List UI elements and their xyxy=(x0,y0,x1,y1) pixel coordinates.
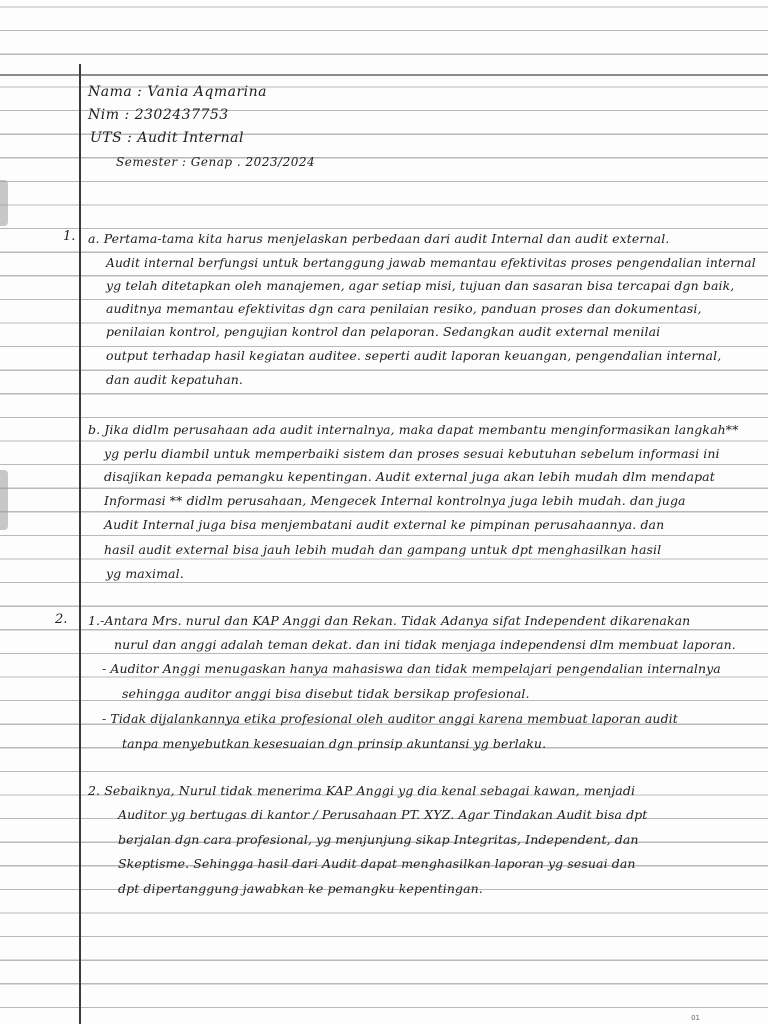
q2p1-line: - Tidak dijalankannya etika profesional oleh auditor anggi karena membuat laporan audit xyxy=(102,711,678,726)
q1a-line: output terhadap hasil kegiatan auditee. seperti audit laporan keuangan, pengendalian internal, xyxy=(106,348,722,363)
q2p1-line: - Auditor Anggi menugaskan hanya mahasiswa dan tidak mempelajari pengendalian internalnya xyxy=(102,661,721,676)
q2p1-line: sehingga auditor anggi bisa disebut tidak bersikap profesional. xyxy=(122,686,530,701)
q1a-line: auditnya memantau efektivitas dgn cara penilaian resiko, panduan proses dan dokumentasi, xyxy=(106,301,702,316)
question-number-1: 1. xyxy=(63,229,76,244)
q1b-line: b. Jika didlm perusahaan ada audit internalnya, maka dapat membantu menginformasikan langkah** xyxy=(88,422,739,437)
q1b-line: yg maximal. xyxy=(106,566,184,581)
header-semester: Semester : Genap . 2023/2024 xyxy=(116,155,316,169)
q1b-line: yg perlu diambil untuk memperbaiki sistem dan proses sesuai kebutuhan sebelum informasi ini xyxy=(104,446,720,461)
q1b-line: Informasi ** didlm perusahaan, Mengecek Internal kontrolnya juga lebih mudah. dan juga xyxy=(104,493,686,508)
q1b-line: disajikan kepada pemangku kepentingan. Audit external juga akan lebih mudah dlm mendapat xyxy=(104,469,715,484)
q2p2-line: berjalan dgn cara profesional, yg menjunjung sikap Integritas, Independent, dan xyxy=(118,832,639,847)
top-rule xyxy=(0,74,768,76)
q1b-line: hasil audit external bisa jauh lebih mudah dan gampang untuk dpt menghasilkan hasil xyxy=(104,542,662,557)
page-mark: 01 xyxy=(691,1014,700,1022)
q2p2-line: dpt dipertanggung jawabkan ke pemangku kepentingan. xyxy=(118,881,483,896)
q2p1-line: tanpa menyebutkan kesesuaian dgn prinsip akuntansi yg berlaku. xyxy=(122,736,547,751)
q2p1-line: 1.-Antara Mrs. nurul dan KAP Anggi dan Rekan. Tidak Adanya sifat Independent dikarenakan xyxy=(88,613,691,628)
binder-hole-mark xyxy=(0,470,8,530)
binder-hole-mark xyxy=(0,180,8,226)
q1a-line: Audit internal berfungsi untuk bertanggung jawab memantau efektivitas proses pengendalian internal xyxy=(106,255,756,270)
header-uts: UTS : Audit Internal xyxy=(90,130,244,146)
header-nim: Nim : 2302437753 xyxy=(88,107,229,123)
q2p2-line: Auditor yg bertugas di kantor / Perusahaan PT. XYZ. Agar Tindakan Audit bisa dpt xyxy=(118,807,648,822)
q1a-line: yg telah ditetapkan oleh manajemen, agar setiap misi, tujuan dan sasaran bisa tercapai dgn baik, xyxy=(106,278,735,293)
margin-line xyxy=(79,64,81,1024)
q1a-line: a. Pertama-tama kita harus menjelaskan perbedaan dari audit Internal dan audit external. xyxy=(88,231,670,246)
q1a-line: dan audit kepatuhan. xyxy=(106,372,244,387)
q2p1-line: nurul dan anggi adalah teman dekat. dan ini tidak menjaga independensi dlm membuat laporan. xyxy=(114,637,736,652)
header-nama: Nama : Vania Aqmarina xyxy=(88,84,268,100)
question-number-2: 2. xyxy=(55,612,68,627)
q1a-line: penilaian kontrol, pengujian kontrol dan pelaporan. Sedangkan audit external menilai xyxy=(106,324,661,339)
q2p2-line: 2. Sebaiknya, Nurul tidak menerima KAP Anggi yg dia kenal sebagai kawan, menjadi xyxy=(88,783,636,798)
q1b-line: Audit Internal juga bisa menjembatani audit external ke pimpinan perusahaannya. dan xyxy=(104,517,665,532)
q2p2-line: Skeptisme. Sehingga hasil dari Audit dapat menghasilkan laporan yg sesuai dan xyxy=(118,856,636,871)
